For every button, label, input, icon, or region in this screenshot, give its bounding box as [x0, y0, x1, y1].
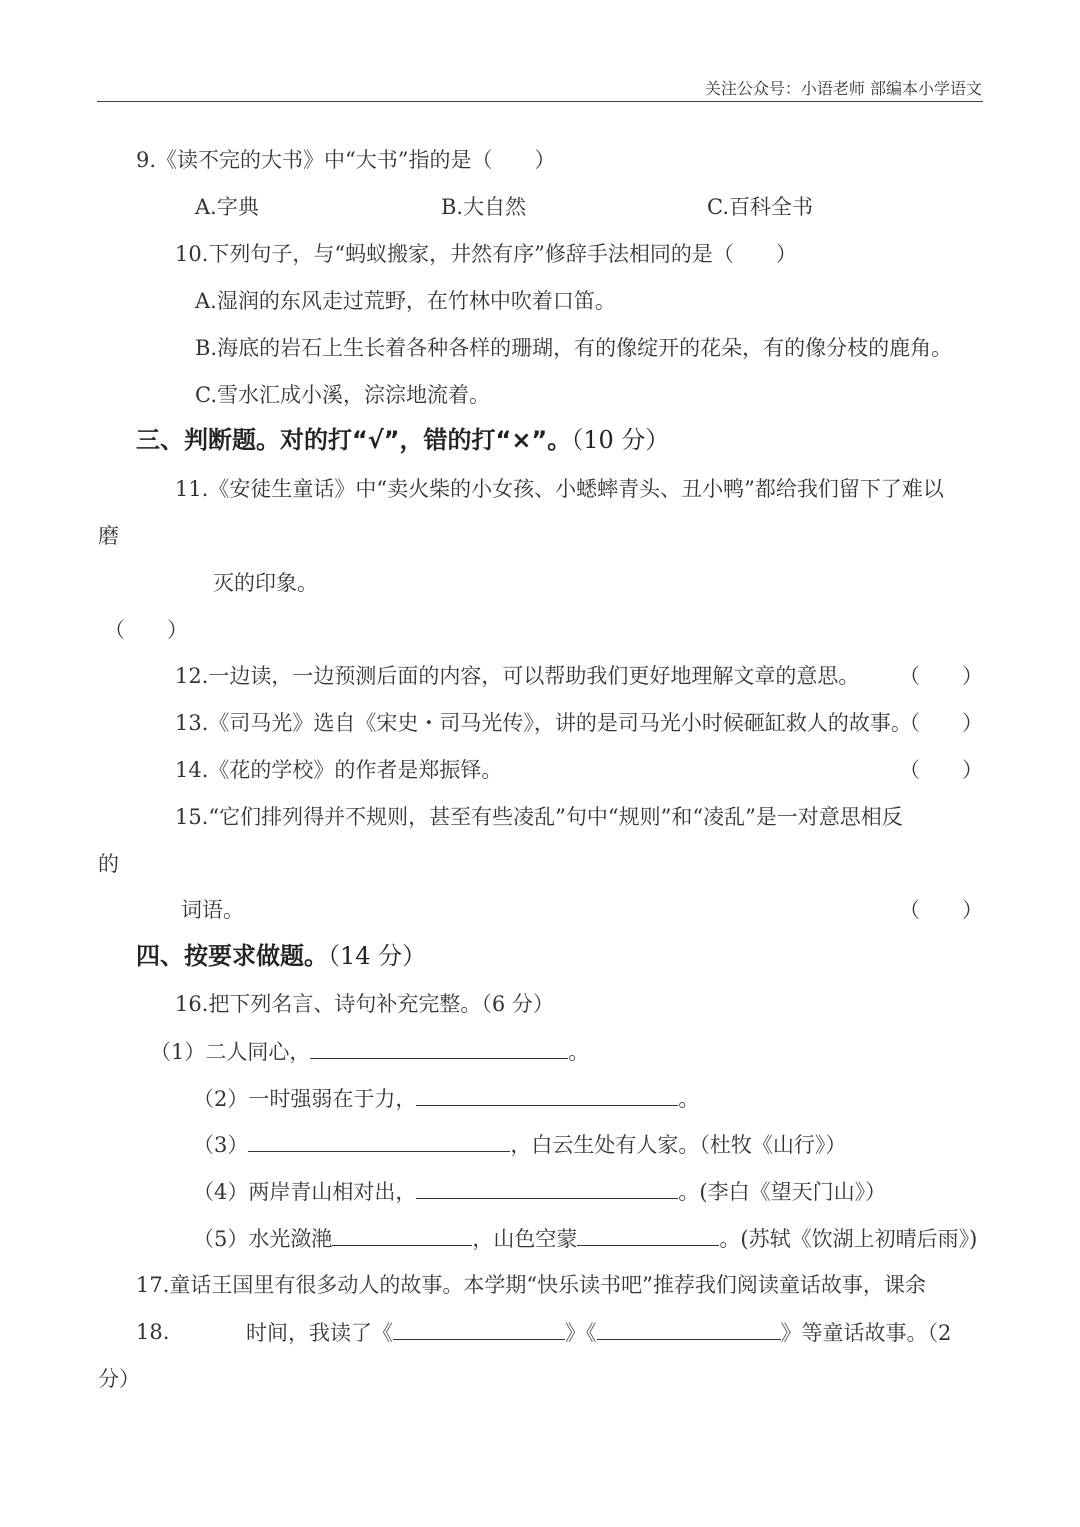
question-16-item-4 [193, 1178, 886, 1205]
question-16-stem: 16.把下列名言、诗句补充完整。（6 分） [175, 992, 554, 1016]
question-9-option-b: B.大自然 [441, 195, 527, 219]
question-15-line-1: 15.“它们排列得并不规则，甚至有些凌乱”句中“规则”和“凌乱”是一对意思相反 [175, 805, 903, 829]
question-12-answer-parens: （ ） [899, 664, 983, 688]
section-3-points: （10 分） [571, 426, 670, 454]
question-16-item-5 [193, 1225, 977, 1252]
question-15-answer-parens: （ ） [899, 898, 983, 922]
page-header-text: 关注公众号：小语老师 部编本小学语文 [704, 79, 982, 98]
item-3-prefix: （3） [193, 1133, 249, 1157]
question-14-answer-parens: （ ） [899, 758, 983, 782]
question-13-answer-parens: （ ） [899, 711, 983, 735]
section-3-heading [136, 425, 669, 455]
item-2-blank[interactable] [416, 1085, 678, 1106]
question-17-line-3: 分） [98, 1367, 140, 1391]
book-title-blank-1[interactable] [393, 1319, 565, 1340]
item-2-suffix: 。 [678, 1087, 700, 1111]
item-4-blank[interactable] [416, 1178, 678, 1199]
question-15-line-3: 词语。 [181, 898, 244, 922]
question-13-text: 13.《司马光》选自《宋史・司马光传》，讲的是司马光小时候砸缸救人的故事。 [175, 711, 912, 735]
item-3-blank[interactable] [248, 1131, 510, 1152]
question-10-option-c: C.雪水汇成小溪，淙淙地流着。 [195, 383, 490, 407]
item-5-suffix: 。(苏轼《饮湖上初晴后雨》) [719, 1227, 978, 1251]
item-5-blank-1[interactable] [332, 1225, 472, 1246]
section-4-heading [136, 941, 426, 971]
question-17-line-1: 17.童话王国里有很多动人的故事。本学期“快乐读书吧”推荐我们阅读童话故事，课余 [136, 1273, 926, 1297]
item-2-prefix: （2）一时强弱在于力， [193, 1087, 417, 1111]
question-17-line-2 [246, 1319, 951, 1346]
question-12-text: 12.一边读，一边预测后面的内容，可以帮助我们更好地理解文章的意思。 [175, 664, 860, 688]
reading-prefix: 时间，我读了《 [246, 1321, 393, 1345]
question-16-item-3 [193, 1131, 846, 1158]
item-1-prefix: （1）二人同心， [150, 1040, 311, 1064]
reading-middle: 》《 [565, 1321, 597, 1345]
question-11-line-1: 11.《安徒生童话》中“卖火柴的小女孩、小蟋蟀青头、丑小鸭”都给我们留下了难以 [175, 477, 944, 501]
question-14-text: 14.《花的学校》的作者是郑振铎。 [175, 758, 503, 782]
question-18-number: 18. [136, 1320, 170, 1344]
question-11-line-3: 灭的印象。 [213, 571, 318, 595]
item-4-prefix: （4）两岸青山相对出， [193, 1180, 417, 1204]
question-9-option-a: A.字典 [195, 195, 259, 219]
section-4-points: （14 分） [328, 942, 427, 970]
question-9-option-c: C.百科全书 [707, 195, 813, 219]
item-3-suffix: ，白云生处有人家。（杜牧《山行》） [510, 1133, 847, 1157]
reading-suffix: 》等童话故事。（2 [780, 1321, 952, 1345]
header-divider [97, 101, 983, 102]
item-5-middle: ，山色空蒙 [472, 1227, 578, 1251]
item-1-blank[interactable] [310, 1038, 568, 1059]
question-16-item-1 [150, 1038, 589, 1065]
question-10-option-a: A.湿润的东风走过荒野，在竹林中吹着口笛。 [195, 289, 616, 313]
section-3-title: 三、判断题。对的打“√”，错的打“×”。 [136, 426, 572, 454]
item-5-prefix: （5）水光潋滟 [193, 1227, 333, 1251]
question-10-option-b: B.海底的岩石上生长着各种各样的珊瑚，有的像绽开的花朵，有的像分枝的鹿角。 [195, 336, 953, 360]
question-11-line-2: 磨 [98, 524, 119, 548]
item-5-blank-2[interactable] [577, 1225, 719, 1246]
question-10-stem: 10.下列句子，与“蚂蚁搬家，井然有序”修辞手法相同的是（ ） [175, 242, 797, 266]
question-9-stem: 9.《读不完的大书》中“大书”指的是（ ） [136, 148, 556, 172]
book-title-blank-2[interactable] [597, 1319, 781, 1340]
section-4-title: 四、按要求做题。 [136, 942, 328, 970]
item-1-suffix: 。 [568, 1040, 590, 1064]
question-15-line-2: 的 [98, 852, 119, 876]
question-11-answer-parens: （ ） [104, 618, 188, 642]
question-16-item-2 [193, 1085, 699, 1112]
item-4-suffix: 。(李白《望天门山》） [678, 1180, 887, 1204]
